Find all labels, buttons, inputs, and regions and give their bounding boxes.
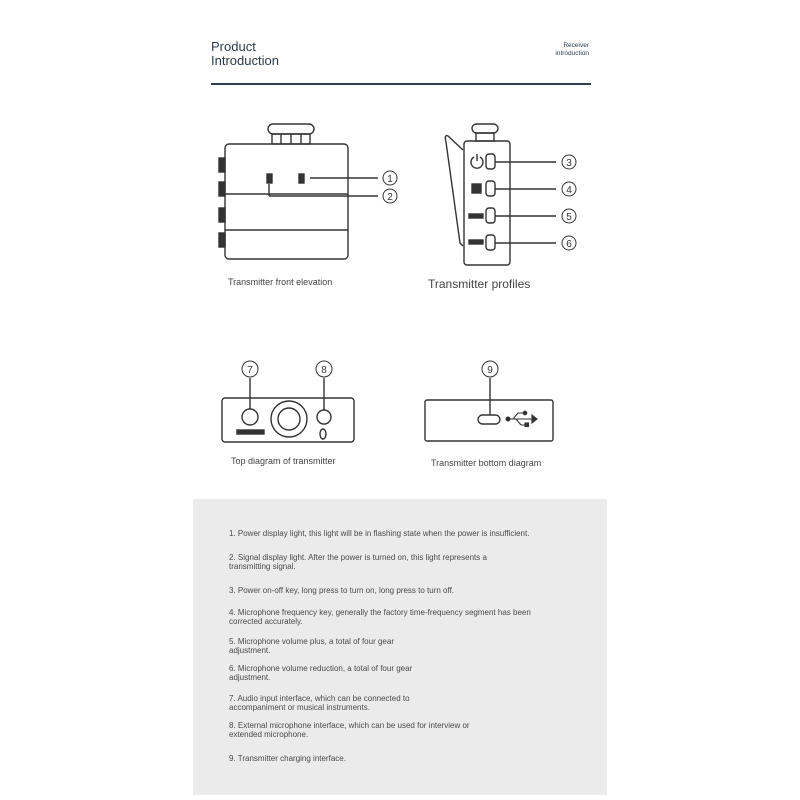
power-icon xyxy=(471,154,483,168)
top-view-drawing xyxy=(222,378,354,442)
profile-drawing xyxy=(445,124,556,265)
svg-text:8: 8 xyxy=(321,365,327,376)
svg-text:9: 9 xyxy=(487,365,493,376)
note-1: 1. Power display light, this light will be in flashing state when the power is insufficient. xyxy=(229,529,530,538)
note-8: 8. External microphone interface, which can be used for interview or extended microphone. xyxy=(229,721,470,739)
callout-2 xyxy=(383,189,397,203)
front-elevation-drawing xyxy=(219,124,378,259)
caption-front-elevation: Transmitter front elevation xyxy=(228,277,333,287)
callout-5 xyxy=(562,209,576,223)
bottom-view-drawing xyxy=(425,378,553,441)
section-label-line-1: Receiver xyxy=(563,42,589,49)
svg-text:4: 4 xyxy=(566,185,572,196)
title-line-1: Product xyxy=(211,39,256,54)
callout-9 xyxy=(482,361,498,377)
svg-text:6: 6 xyxy=(566,239,572,250)
note-5: 5. Microphone volume plus, a total of four gear adjustment. xyxy=(229,637,394,655)
callout-3 xyxy=(562,155,576,169)
caption-profiles: Transmitter profiles xyxy=(428,277,531,291)
callout-1 xyxy=(383,171,397,185)
svg-text:2: 2 xyxy=(387,192,393,203)
svg-text:7: 7 xyxy=(247,365,253,376)
svg-text:5: 5 xyxy=(566,212,572,223)
svg-text:3: 3 xyxy=(566,158,572,169)
usb-icon xyxy=(506,411,537,426)
callout-8 xyxy=(316,361,332,377)
note-2: 2. Signal display light. After the power is turned on, this light represents a transmitting signal. xyxy=(229,553,487,571)
note-7: 7. Audio input interface, which can be connected to accompaniment or musical instruments. xyxy=(229,694,410,712)
svg-text:1: 1 xyxy=(387,174,393,185)
caption-bottom-diagram: Transmitter bottom diagram xyxy=(431,458,542,468)
note-3: 3. Power on-off key, long press to turn on, long press to turn off. xyxy=(229,586,455,595)
callout-4 xyxy=(562,182,576,196)
title-line-2: Introduction xyxy=(211,53,279,68)
note-4: 4. Microphone frequency key, generally the factory time-frequency segment has been corrected accurately. xyxy=(229,608,531,626)
note-6: 6. Microphone volume reduction, a total of four gear adjustment. xyxy=(229,664,413,682)
callout-7 xyxy=(242,361,258,377)
callout-6 xyxy=(562,236,576,250)
caption-top-diagram: Top diagram of transmitter xyxy=(231,456,336,466)
section-label-line-2: introduction xyxy=(555,50,589,57)
notes-panel xyxy=(193,499,607,795)
note-9: 9. Transmitter charging interface. xyxy=(229,754,346,763)
